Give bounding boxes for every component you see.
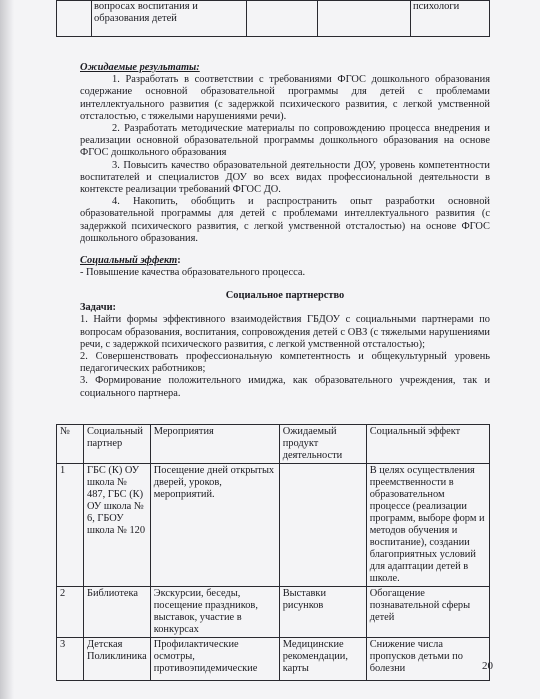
table-row — [57, 638, 490, 681]
result-item: 1. Разработать в соответствии с требованиями ФГОС дошкольного образования содержание основной образовательной программы для детей с проблемами интеллектуального развития (с задержкой психического развития, с легкой умственной отсталостью, с тяжелыми нарушениями речи). — [80, 74, 490, 122]
table-cell: Профилактические осмотры, противоэпидемические — [150, 638, 279, 681]
table-cell: Снижение числа пропусков детьми по болезни — [366, 638, 489, 681]
table-cell: Библиотека — [84, 587, 151, 638]
table-cell — [279, 464, 366, 587]
expected-results-section — [80, 62, 490, 245]
table-cell: Выставки рисунков — [279, 587, 366, 638]
table-row — [57, 464, 490, 587]
task-item: 3. Формирование положительного имиджа, как образовательного учреждения, так и социального партнера. — [80, 375, 490, 399]
partnership-title: Социальное партнерство — [225, 290, 345, 301]
result-item: 2. Разработать методические материалы по сопровождению процесса внедрения и реализации основной образовательной программы дошкольного образования на основе ФГОС дошкольного образования — [80, 123, 490, 159]
table-cell: В целях осуществления преемственности в образовательном процессе (реализации программ, выборе форм и методов обучения и воспитание), создании благоприятных условий для адаптации детей в школе. — [366, 464, 489, 587]
table-cell: психологи — [411, 1, 490, 37]
header-cell-events: Мероприятия — [150, 425, 279, 464]
header-cell-partner: Социальный партнер — [84, 425, 151, 464]
table-row — [57, 1, 490, 37]
header-cell-product: Ожидаемый продукт деятельности — [279, 425, 366, 464]
social-effect-section — [80, 255, 490, 279]
table-cell: Экскурсии, беседы, посещение праздников, выставок, участие в конкурсах — [150, 587, 279, 638]
header-cell-effect: Социальный эффект — [366, 425, 489, 464]
partner-table — [56, 424, 490, 681]
table-cell: вопросах воспитания и образования детей — [92, 1, 247, 37]
table-cell — [318, 1, 411, 37]
table-cell: Детская Поликлиника — [84, 638, 151, 681]
result-item: 4. Накопить, обобщить и распространить опыт разработки основной образовательной программы для детей с проблемами интеллектуального развития (с задержкой психического развития, с легкой умственной отсталостью) на основе ФГОС дошкольного образования. — [80, 196, 490, 244]
table-cell: 1 — [57, 464, 84, 587]
partnership-section — [80, 290, 490, 400]
page-number: 20 — [482, 660, 493, 672]
table-cell: Посещение дней открытых дверей, уроков, мероприятий. — [150, 464, 279, 587]
table-cell — [247, 1, 318, 37]
table-cell: 2 — [57, 587, 84, 638]
table-row — [57, 587, 490, 638]
social-effect-heading: Социальный эффект — [80, 255, 178, 266]
task-item: 1. Найти формы эффективного взаимодействия ГБДОУ с социальными партнерами по вопросам образования, воспитания, сопровождения детей с ОВЗ (с тяжелыми нарушениями речи, с задержкой психического развития, с легкой умственной отсталостью); — [80, 314, 490, 350]
table-cell — [57, 1, 92, 37]
table-header-row — [57, 425, 490, 464]
table-cell: Медицинские рекомендации, карты — [279, 638, 366, 681]
result-item: 3. Повысить качество образовательной деятельности ДОУ, уровень компетентности воспитателей и специалистов ДОУ во всех видах профессиональной деятельности в контексте реализации требований ФГОС ДО. — [80, 159, 490, 196]
tasks-label: Задачи: — [80, 302, 117, 314]
table-cell: Обогащение познавательной сферы детей — [366, 587, 489, 638]
expected-results-heading: Ожидаемые результаты: — [80, 62, 200, 73]
header-cell-number: № — [57, 425, 84, 464]
task-item: 2. Совершенствовать профессиональную компетентность и общекультурный уровень педагогических работников; — [80, 351, 490, 375]
social-effect-colon: : — [177, 255, 181, 266]
table-cell: ГБС (К) ОУ школа № 487, ГБС (К) ОУ школа № 6, ГБОУ школа № 120 — [84, 464, 151, 587]
social-effect-text: - Повышение качества образовательного процесса. — [80, 267, 306, 279]
top-table — [56, 0, 490, 37]
table-cell: 3 — [57, 638, 84, 681]
